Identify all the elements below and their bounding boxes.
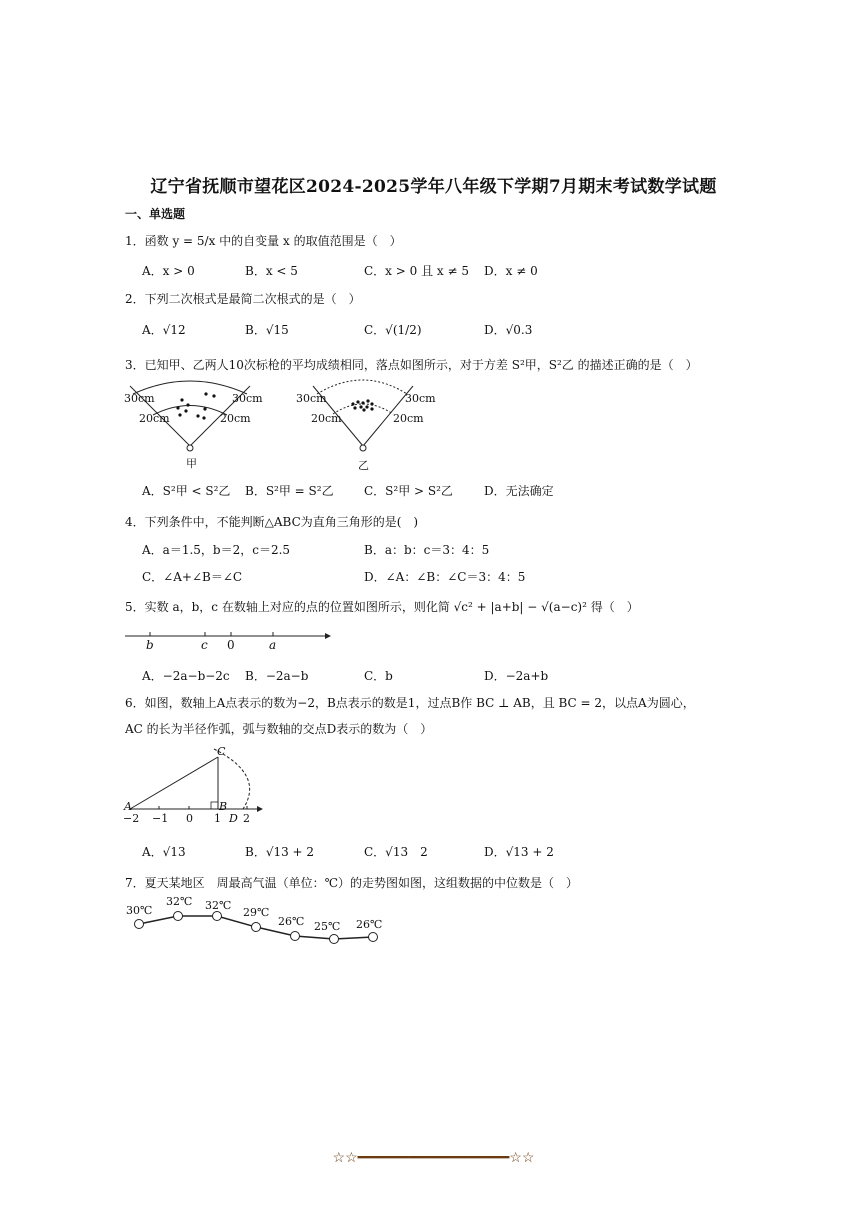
- question-3-text: 3．已知甲、乙两人10次标枪的平均成绩相同，落点如图所示，对于方差 S²甲，S²乙 的描述正确的是（ ）: [125, 358, 698, 372]
- q6-tick-0: 0: [186, 812, 193, 825]
- q7-temp-7: 26℃: [356, 918, 383, 931]
- q3-option-d[interactable]: D．无法确定: [484, 484, 554, 498]
- q6-option-d[interactable]: D．√13 + 2: [484, 845, 554, 859]
- q5-option-b[interactable]: B．−2a−b: [245, 669, 309, 683]
- question-4-text: 4．下列条件中，不能判断△ABC为直角三角形的是( ): [125, 515, 419, 529]
- q5-option-a[interactable]: A．−2a−b−2c: [142, 669, 230, 683]
- question-1-text: 1．函数 y = 5/x 中的自变量 x 的取值范围是（ ）: [125, 234, 402, 248]
- q6-tick-2: 2: [243, 812, 250, 825]
- jia-outer-label-right: 30cm: [232, 392, 263, 405]
- question-6-text-line1: 6．如图，数轴上A点表示的数为−2，B点表示的数是1，过点B作 BC ⊥ AB，且 BC = 2，以点A为圆心，: [125, 696, 695, 710]
- q1-option-b[interactable]: B．x < 5: [245, 264, 298, 278]
- q6-tick-minus2: −2: [123, 812, 140, 825]
- q6-label-a: A: [124, 800, 132, 813]
- q2-option-d[interactable]: D．√0.3: [484, 323, 533, 337]
- q4-option-b[interactable]: B．a：b：c＝3：4：5: [364, 543, 490, 557]
- q3-option-c[interactable]: C．S²甲 > S²乙: [364, 484, 453, 498]
- q6-label-c: C: [217, 745, 226, 758]
- page-footer-decoration: ☆☆━━━━━━━━━━━━━━━━━━☆☆: [332, 1150, 535, 1166]
- section-heading: 一、单选题: [125, 207, 186, 221]
- q5-label-zero: 0: [227, 638, 235, 652]
- q2-option-a[interactable]: A．√12: [142, 323, 186, 337]
- yi-outer-label-right: 30cm: [405, 392, 436, 405]
- q7-temp-3: 32℃: [205, 899, 232, 912]
- q7-temp-5: 26℃: [278, 915, 305, 928]
- yi-inner-label-right: 20cm: [393, 412, 424, 425]
- question-7-text: 7．夏天某地区 周最高气温（单位：℃）的走势图如图，这组数据的中位数是（ ）: [125, 876, 579, 890]
- q7-temp-1: 30℃: [126, 904, 153, 917]
- q7-temp-6: 25℃: [314, 920, 341, 933]
- jia-inner-label: 20cm: [139, 412, 170, 425]
- q5-label-b: b: [146, 638, 154, 652]
- q3-option-b[interactable]: B．S²甲 = S²乙: [245, 484, 334, 498]
- yi-inner-label: 20cm: [311, 412, 342, 425]
- question-5-text: 5．实数 a，b，c 在数轴上对应的点的位置如图所示，则化简 √c² + |a+b| − √(a−c)² 得（ ）: [125, 600, 639, 614]
- yi-name: 乙: [358, 459, 369, 472]
- yi-outer-label: 30cm: [296, 392, 327, 405]
- q6-option-b[interactable]: B．√13 + 2: [245, 845, 315, 859]
- q5-option-d[interactable]: D．−2a+b: [484, 669, 549, 683]
- jia-inner-label-right: 20cm: [220, 412, 251, 425]
- q6-tick-1: 1: [214, 812, 221, 825]
- q5-option-c[interactable]: C．b: [364, 669, 393, 683]
- q1-option-d[interactable]: D．x ≠ 0: [484, 264, 538, 278]
- q4-option-a[interactable]: A．a＝1.5，b＝2，c＝2.5: [142, 543, 291, 557]
- q3-option-a[interactable]: A．S²甲 < S²乙: [142, 484, 231, 498]
- q6-figure: [125, 745, 270, 820]
- q7-temp-2: 32℃: [166, 895, 193, 908]
- question-6-text-line2: AC 的长为半径作弧，弧与数轴的交点D表示的数为（ ）: [125, 722, 433, 736]
- q1-option-a[interactable]: A．x > 0: [142, 264, 195, 278]
- question-2-text: 2．下列二次根式是最简二次根式的是（ ）: [125, 292, 361, 306]
- jia-name: 甲: [186, 457, 197, 470]
- q2-option-b[interactable]: B．√15: [245, 323, 289, 337]
- q5-label-a: a: [269, 638, 277, 652]
- q2-option-c[interactable]: C．√(1/2): [364, 323, 422, 337]
- q4-option-c[interactable]: C．∠A+∠B＝∠C: [142, 570, 243, 584]
- q1-option-c[interactable]: C．x > 0 且 x ≠ 5: [364, 264, 469, 278]
- q6-label-b: B: [219, 800, 228, 813]
- jia-outer-label: 30cm: [124, 392, 155, 405]
- q7-temp-4: 29℃: [243, 906, 270, 919]
- q6-option-c[interactable]: C．√13 2: [364, 845, 428, 859]
- q4-option-d[interactable]: D．∠A：∠B：∠C＝3：4：5: [364, 570, 526, 584]
- q6-option-a[interactable]: A．√13: [142, 845, 186, 859]
- q6-label-d: D: [229, 812, 238, 825]
- page-title: 辽宁省抚顺市望花区2024-2025学年八年级下学期7月期末考试数学试题: [150, 177, 717, 197]
- q5-label-c: c: [201, 638, 208, 652]
- q6-tick-minus1: −1: [152, 812, 169, 825]
